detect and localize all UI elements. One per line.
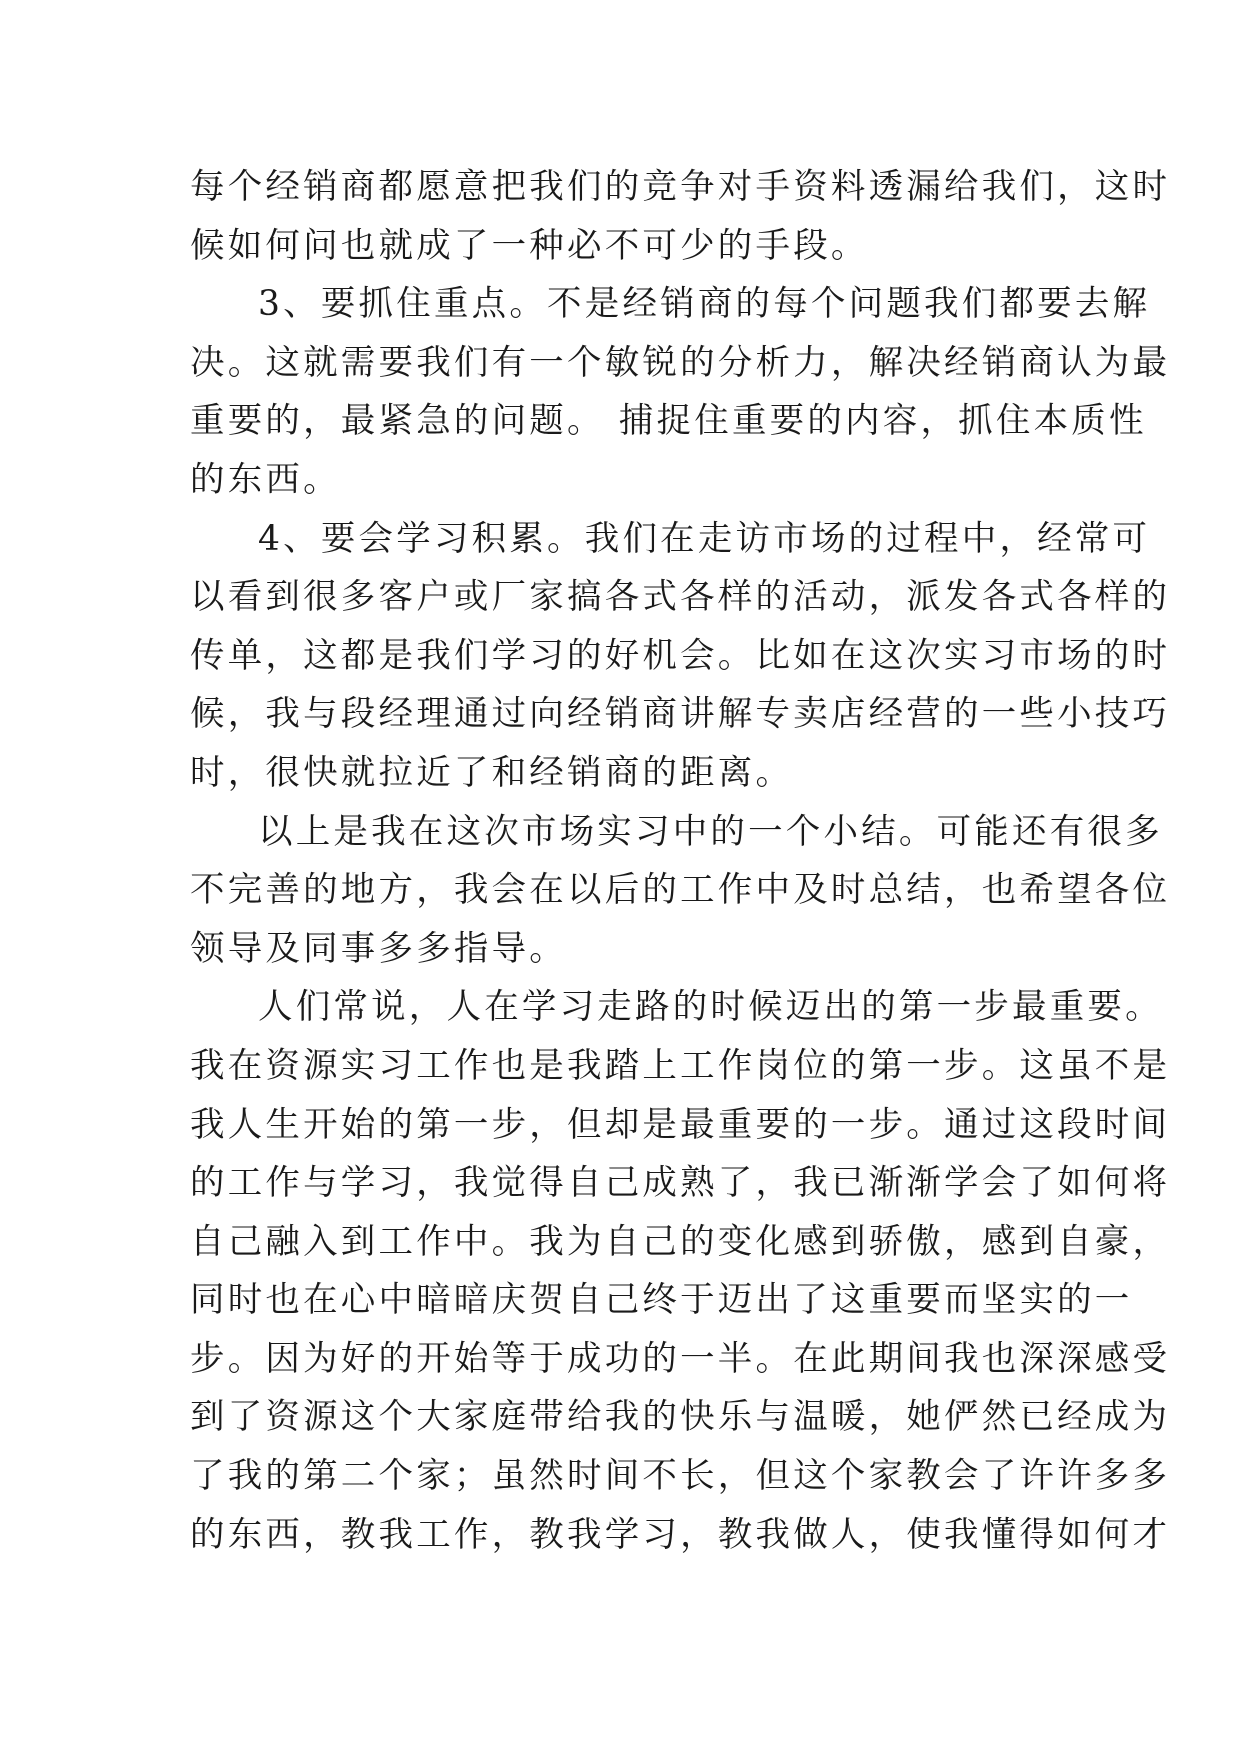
text-line: 候如何问也就成了一种必不可少的手段。 <box>190 225 869 266</box>
text-line: 候，我与段经理通过向经销商讲解专卖店经营的一些小技巧 <box>190 694 1171 735</box>
text-line: 4、要会学习积累。我们在走访市场的过程中，经常可 <box>258 518 1151 559</box>
text-line: 到了资源这个大家庭带给我的快乐与温暖，她俨然已经成为 <box>190 1397 1171 1438</box>
text-line: 以看到很多客户或厂家搞各式各样的活动，派发各式各样的 <box>190 577 1171 618</box>
text-line: 人们常说，人在学习走路的时候迈出的第一步最重要。 <box>258 987 1163 1028</box>
text-line: 每个经销商都愿意把我们的竞争对手资料透漏给我们，这时 <box>190 167 1171 207</box>
text-line: 以上是我在这次市场实习中的一个小结。可能还有很多 <box>258 811 1163 852</box>
text-line: 3、要抓住重点。不是经销商的每个问题我们都要去解 <box>258 284 1151 325</box>
text-line: 我在资源实习工作也是我踏上工作岗位的第一步。这虽不是 <box>190 1045 1171 1086</box>
text-line: 时，很快就拉近了和经销商的距离。 <box>190 752 794 793</box>
text-line: 了我的第二个家；虽然时间不长，但这个家教会了许许多多 <box>190 1456 1171 1497</box>
text-line: 领导及同事多多指导。 <box>190 928 567 969</box>
text-line: 的工作与学习，我觉得自己成熟了，我已渐渐学会了如何将 <box>190 1163 1171 1204</box>
text-line: 重要的，最紧急的问题。 捕捉住重要的内容，抓住本质性 <box>190 401 1147 442</box>
text-line: 不完善的地方，我会在以后的工作中及时总结，也希望各位 <box>190 870 1171 911</box>
text-line: 传单，这都是我们学习的好机会。比如在这次实习市场的时 <box>190 635 1171 676</box>
body-text <box>190 158 1171 1564</box>
text-line: 的东西。 <box>190 459 341 500</box>
text-line: 步。因为好的开始等于成功的一半。在此期间我也深深感受 <box>190 1338 1171 1379</box>
text-line: 自己融入到工作中。我为自己的变化感到骄傲，感到自豪， <box>190 1221 1171 1262</box>
text-line: 我人生开始的第一步，但却是最重要的一步。通过这段时间 <box>190 1104 1171 1145</box>
text-line: 同时也在心中暗暗庆贺自己终于迈出了这重要而坚实的一 <box>190 1280 1133 1321</box>
text-line: 的东西，教我工作，教我学习，教我做人，使我懂得如何才 <box>190 1514 1171 1555</box>
text-line: 决。这就需要我们有一个敏锐的分析力，解决经销商认为最 <box>190 342 1171 383</box>
